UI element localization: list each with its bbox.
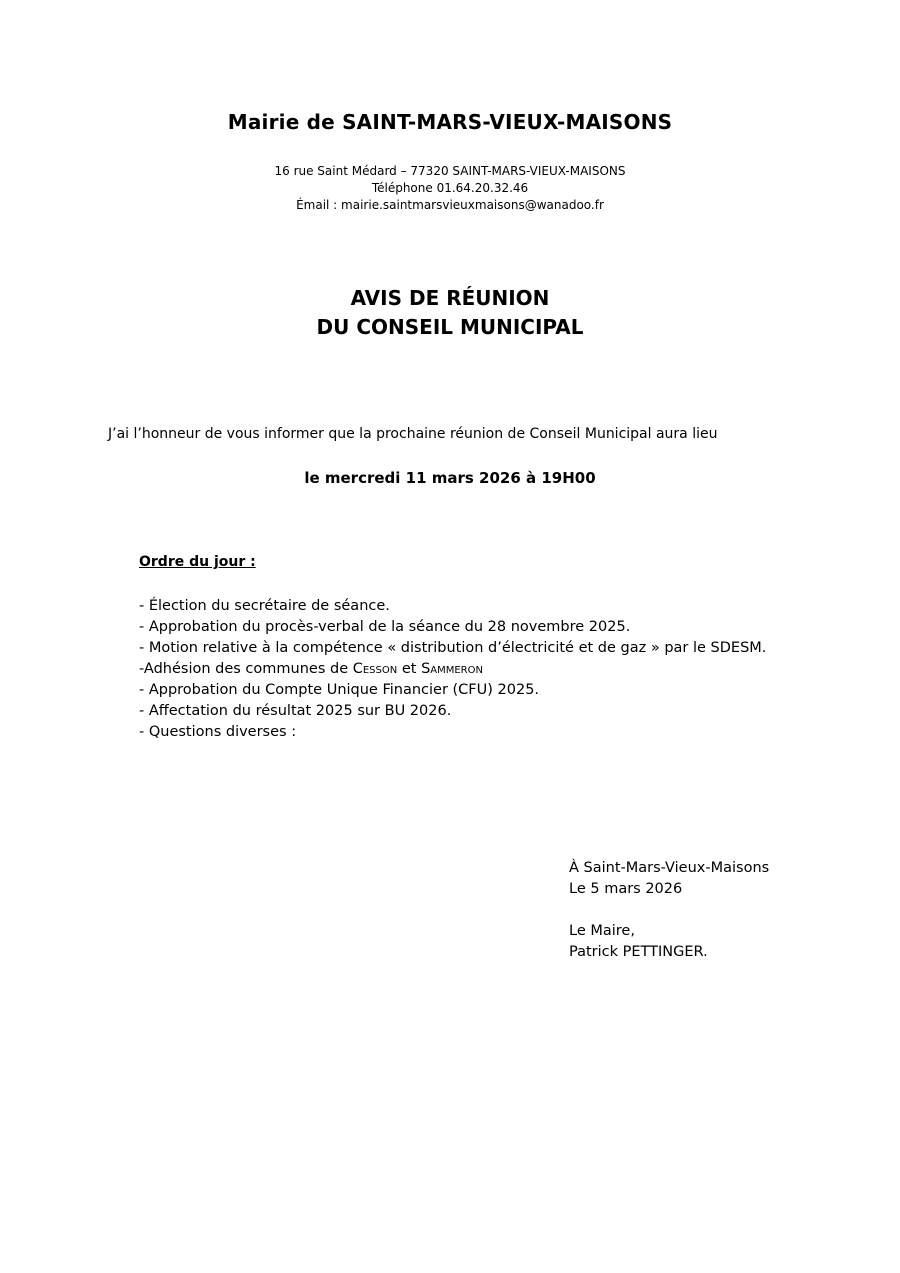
agenda-heading: Ordre du jour : (139, 554, 256, 570)
phone-line: Téléphone 01.64.20.32.46 (371, 181, 529, 195)
signature-block (569, 858, 769, 963)
signature-name: Patrick PETTINGER. (569, 944, 708, 960)
agenda-item: - Affectation du résultat 2025 sur BU 2026. (139, 703, 452, 719)
email-line: Émail : mairie.saintmarsvieuxmaisons@wanadoo.fr (296, 198, 604, 212)
signature-date: Le 5 mars 2026 (569, 881, 683, 897)
notice-title-line-1: AVIS DE RÉUNION (350, 286, 550, 310)
commune-sammeron: Sammeron (421, 661, 483, 677)
spacer (569, 900, 769, 921)
mairie-title: Mairie de SAINT-MARS-VIEUX-MAISONS (227, 110, 673, 134)
agenda-item-4-and: et (397, 661, 422, 677)
commune-cesson: Cesson (352, 661, 398, 677)
notice-title (0, 284, 900, 342)
agenda-item: - Motion relative à la compétence « distribution d’électricité et de gaz » par le SDESM. (139, 640, 767, 656)
agenda-item: - Approbation du Compte Unique Financier (CFU) 2025. (139, 682, 540, 698)
notice-title-line-2: DU CONSEIL MUNICIPAL (316, 315, 584, 339)
agenda-item: - Élection du secrétaire de séance. (139, 598, 390, 614)
signature-role: Le Maire, (569, 923, 635, 939)
agenda-item: - Questions diverses : (139, 724, 297, 740)
agenda-item: - Approbation du procès-verbal de la séance du 28 novembre 2025. (139, 619, 631, 635)
address-line: 16 rue Saint Médard – 77320 SAINT-MARS-VIEUX-MAISONS (274, 164, 626, 178)
agenda-list (139, 596, 766, 743)
agenda-item (139, 659, 766, 680)
intro-paragraph: J’ai l’honneur de vous informer que la prochaine réunion de Conseil Municipal aura lieu (108, 426, 718, 442)
signature-place: À Saint-Mars-Vieux-Maisons (569, 860, 770, 876)
meeting-date: le mercredi 11 mars 2026 à 19H00 (304, 469, 596, 487)
agenda-item-4-prefix: -Adhésion des communes de (139, 661, 353, 677)
